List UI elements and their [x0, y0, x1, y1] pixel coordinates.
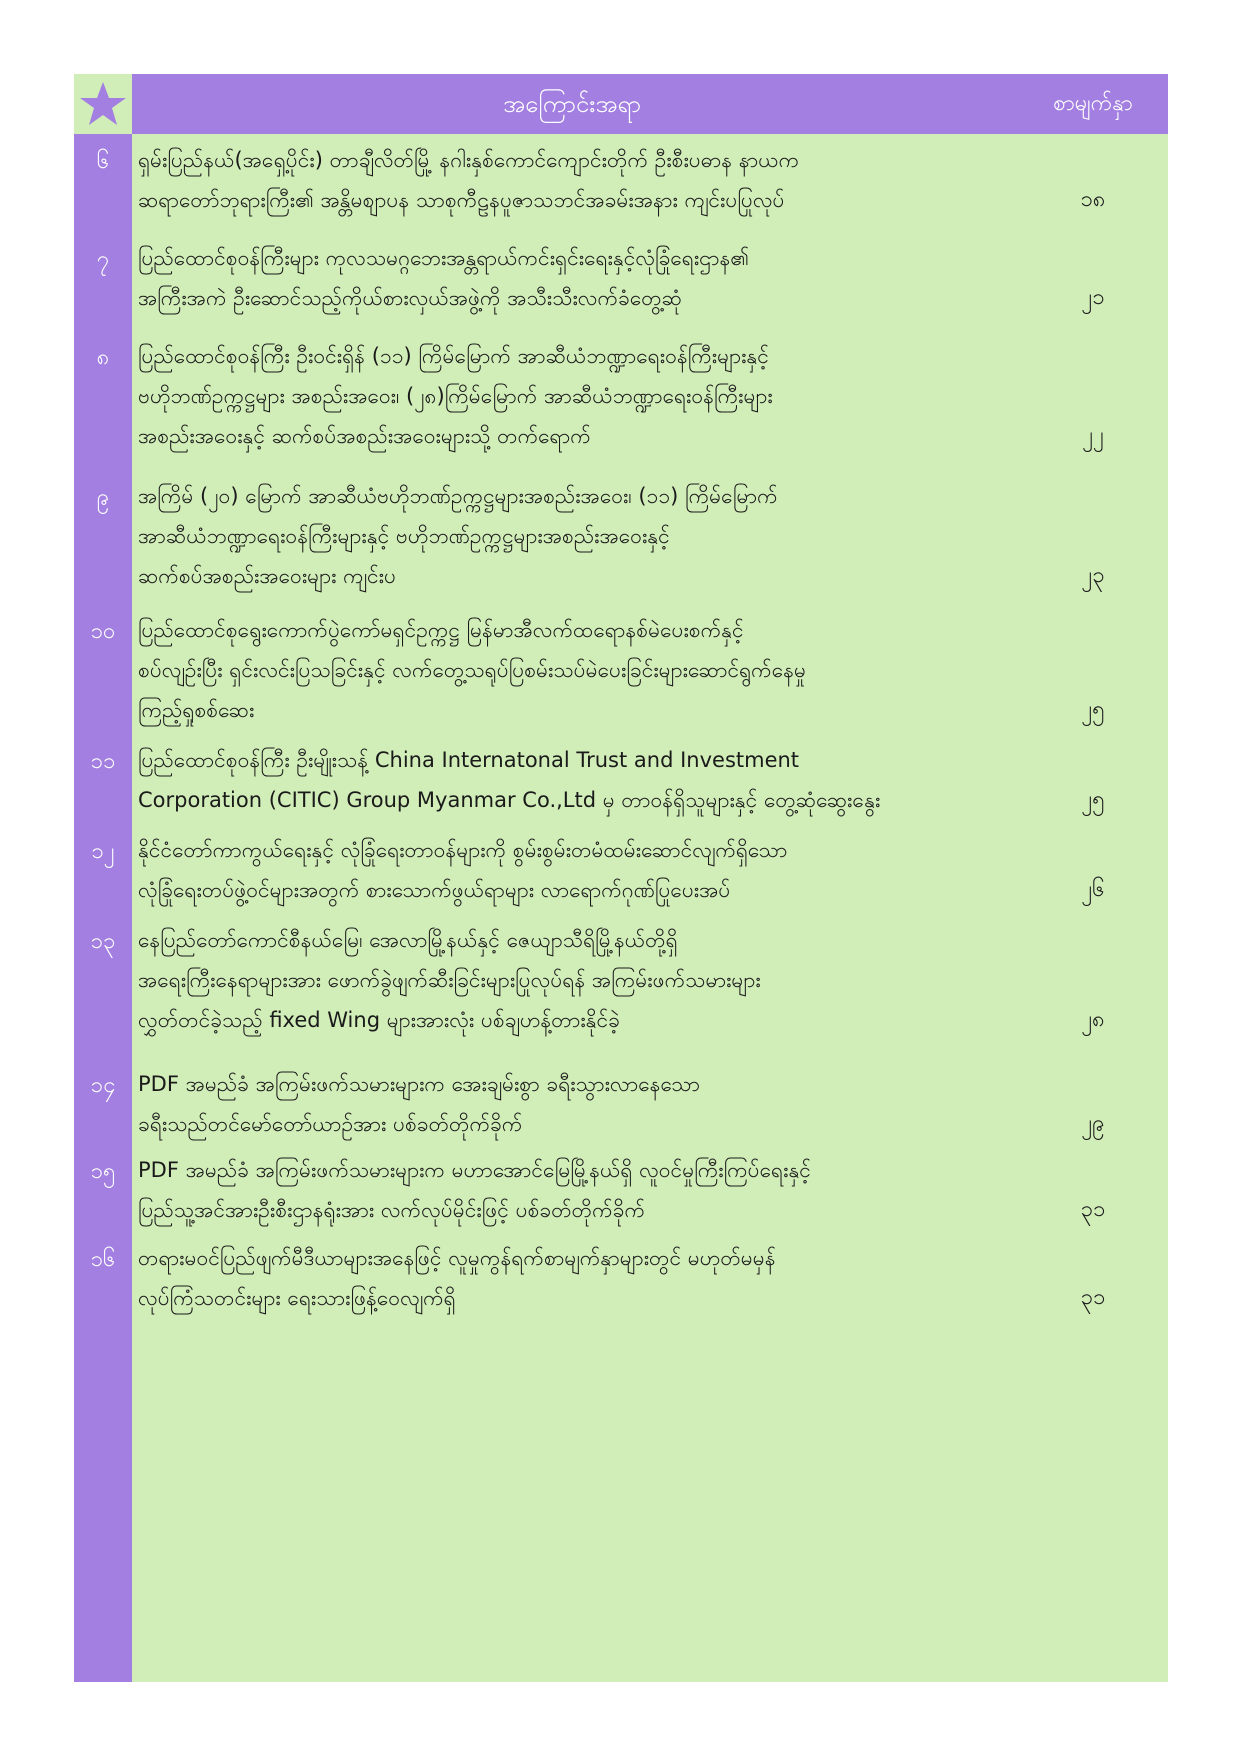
entry-title-line: PDF အမည်ခံ အကြမ်းဖက်သမားများက မဟာအောင်မြေမြို့နယ်ရှိ လူဝင်မှုကြီးကြပ်ရေးနှင့် — [138, 1158, 811, 1182]
entry-title-line: ပြည်ထောင်စုဝန်ကြီး ဦးမျိုးသန့် China Internatonal Trust and Investment — [138, 748, 800, 772]
entry-page-number: ၂၈ — [1081, 1007, 1105, 1032]
entry-title-line: နိုင်ငံတော်ကာကွယ်ရေးနှင့် လုံခြုံရေးတာဝန်များကို စွမ်းစွမ်းတမံထမ်းဆောင်လျက်ရှိသော — [138, 838, 788, 862]
table-of-contents — [74, 74, 1168, 1682]
header-bar — [132, 74, 1168, 134]
entry-title — [138, 610, 1018, 730]
entry-title-line: နေပြည်တော်ကောင်စီနယ်မြေ၊ အေလာမြို့နယ်နှင့် ဇေယျာသီရိမြို့နယ်တို့ရှိ — [138, 928, 678, 952]
entry-title-line: အကြိမ် (၂၀) မြောက် အာဆီယံဗဟိုဘဏ်ဥက္ကဋ္ဌများအစည်းအဝေး၊ (၁၁) ကြိမ်မြောက် — [138, 484, 778, 508]
entry-number: ၆ — [96, 149, 110, 174]
entry-page-number: ၁၈ — [1080, 187, 1106, 212]
entry-title — [138, 140, 1018, 220]
entry-page-number: ၃၁ — [1080, 1197, 1106, 1222]
entry-title-line: လုပ်ကြံသတင်းများ ရေးသားဖြန့်ဝေလျက်ရှိ — [138, 1286, 456, 1310]
entry-title-line: စပ်လျဉ်းပြီး ရှင်းလင်းပြသခြင်းနှင့် လက်တွေ့သရုပ်ပြစမ်းသပ်မဲပေးခြင်းများဆောင်ရွက်နေမှု — [138, 658, 807, 682]
entry-page-number: ၂၅ — [1081, 787, 1105, 812]
entry-title — [138, 830, 1018, 910]
entry-page-number: ၂၆ — [1081, 877, 1105, 902]
star-cell — [74, 74, 132, 134]
entry-title-line: အစည်းအဝေးနှင့် ဆက်စပ်အစည်းအဝေးများသို့ တက်ရောက် — [138, 424, 591, 448]
entry-title — [138, 1064, 1018, 1144]
entry-title-line: ဆက်စပ်အစည်းအဝေးများ ကျင်းပ — [138, 564, 396, 588]
header-page-label: စာမျက်နှာ — [1053, 91, 1133, 116]
entry-number: ၁၆ — [90, 1247, 116, 1272]
entry-title-line: ဗဟိုဘဏ်ဥက္ကဋ္ဌများ အစည်းအဝေး၊ (၂၈)ကြိမ်မြောက် အာဆီယံဘဏ္ဍာရေးဝန်ကြီးများ — [138, 384, 773, 408]
entry-page-number: ၃၁ — [1080, 1285, 1106, 1310]
entry-title-line: လွှတ်တင်ခဲ့သည့် fixed Wing များအားလုံး ပစ်ချဟန့်တားနိုင်ခဲ့ — [138, 1008, 620, 1032]
entry-number: ၁၁ — [90, 749, 116, 774]
star-icon — [79, 80, 127, 128]
entry-title-line: အာဆီယံဘဏ္ဍာရေးဝန်ကြီးများနှင့် ဗဟိုဘဏ်ဥက္ကဋ္ဌများအစည်းအဝေးနှင့် — [138, 524, 670, 548]
entry-title — [138, 740, 1018, 820]
entry-title-line: ဆရာတော်ဘုရားကြီး၏ အန္တိမစျာပန သာစုကီဠနပူဇာသဘင်အခမ်းအနား ကျင်းပပြုလုပ် — [138, 188, 785, 212]
entry-title-line: PDF အမည်ခံ အကြမ်းဖက်သမားများက အေးချမ်းစွာ ခရီးသွားလာနေသော — [138, 1072, 701, 1096]
entry-title-line: ပြည်ထောင်စုရွေးကောက်ပွဲကော်မရှင်ဥက္ကဋ္ဌ မြန်မာအီလက်ထရောနစ်မဲပေးစက်နှင့် — [138, 618, 744, 642]
entry-title-line: ခရီးသည်တင်မော်တော်ယာဉ်အား ပစ်ခတ်တိုက်ခိုက် — [138, 1112, 523, 1136]
entry-title-line: ပြည်သူ့အင်အားဦးစီးဌာနရုံးအား လက်လုပ်မိုင်းဖြင့် ပစ်ခတ်တိုက်ခိုက် — [138, 1198, 645, 1222]
entry-title-line: Corporation (CITIC) Group Myanmar Co.,Ltd မှ တာဝန်ရှိသူများနှင့် တွေ့ဆုံဆွေးနွေး — [138, 788, 881, 812]
entry-title — [138, 1238, 1018, 1318]
entry-title-line: ပြည်ထောင်စုဝန်ကြီး ဦးဝင်းရှိန် (၁၁) ကြိမ်မြောက် အာဆီယံဘဏ္ဍာရေးဝန်ကြီးများနှင့် — [138, 344, 769, 368]
entry-title — [138, 238, 1018, 318]
entry-page-number: ၂၅ — [1081, 697, 1105, 722]
entry-title-line: အကြီးအကဲ ဦးဆောင်သည့်ကိုယ်စားလှယ်အဖွဲ့ကို အသီးသီးလက်ခံတွေ့ဆုံ — [138, 286, 682, 310]
entry-number: ၁၀ — [90, 619, 116, 644]
entry-title-line: အရေးကြီးနေရာများအား ဖောက်ခွဲဖျက်ဆီးခြင်းများပြုလုပ်ရန် အကြမ်းဖက်သမားများ — [138, 968, 761, 992]
entry-number: ၁၃ — [90, 929, 116, 954]
entry-title-line: လုံခြုံရေးတပ်ဖွဲ့ဝင်များအတွက် စားသောက်ဖွယ်ရာများ လာရောက်ဂုဏ်ပြုပေးအပ် — [138, 878, 731, 902]
entry-title — [138, 920, 1018, 1040]
entry-title-line: တရားမဝင်ပြည်ဖျက်မီဒီယာများအနေဖြင့် လူမှုကွန်ရက်စာမျက်နှာများတွင် မဟုတ်မမှန် — [138, 1246, 776, 1270]
entry-title — [138, 336, 1018, 456]
entry-number: ၇ — [96, 247, 110, 272]
entry-title-line: ပြည်ထောင်စုဝန်ကြီးများ ကုလသမဂ္ဂဘေးအန္တရာယ်ကင်းရှင်းရေးနှင့်လုံခြုံရေးဌာန၏ — [138, 246, 750, 270]
entry-number: ၈ — [96, 345, 110, 370]
entry-title-line: ကြည့်ရှုစစ်ဆေး — [138, 698, 255, 722]
entry-number: ၉ — [96, 485, 110, 510]
entry-title-line: ရှမ်းပြည်နယ်(အရှေ့ပိုင်း) တာချီလိတ်မြို့ နဂါးနှစ်ကောင်ကျောင်းတိုက် ဦးစီးပဓာန နာယက — [138, 148, 800, 172]
entry-page-number: ၂၂ — [1082, 423, 1104, 448]
header-title: အကြောင်းအရာ — [503, 90, 641, 118]
entry-number: ၁၂ — [91, 839, 115, 864]
entry-page-number: ၂၃ — [1081, 563, 1105, 588]
entry-page-number: ၂၉ — [1081, 1111, 1105, 1136]
entry-number: ၁၄ — [90, 1073, 116, 1098]
number-column — [74, 74, 132, 1682]
entry-number: ၁၅ — [90, 1159, 116, 1184]
entry-page-number: ၂၁ — [1081, 285, 1105, 310]
entry-title — [138, 476, 1018, 596]
entry-title — [138, 1150, 1018, 1230]
